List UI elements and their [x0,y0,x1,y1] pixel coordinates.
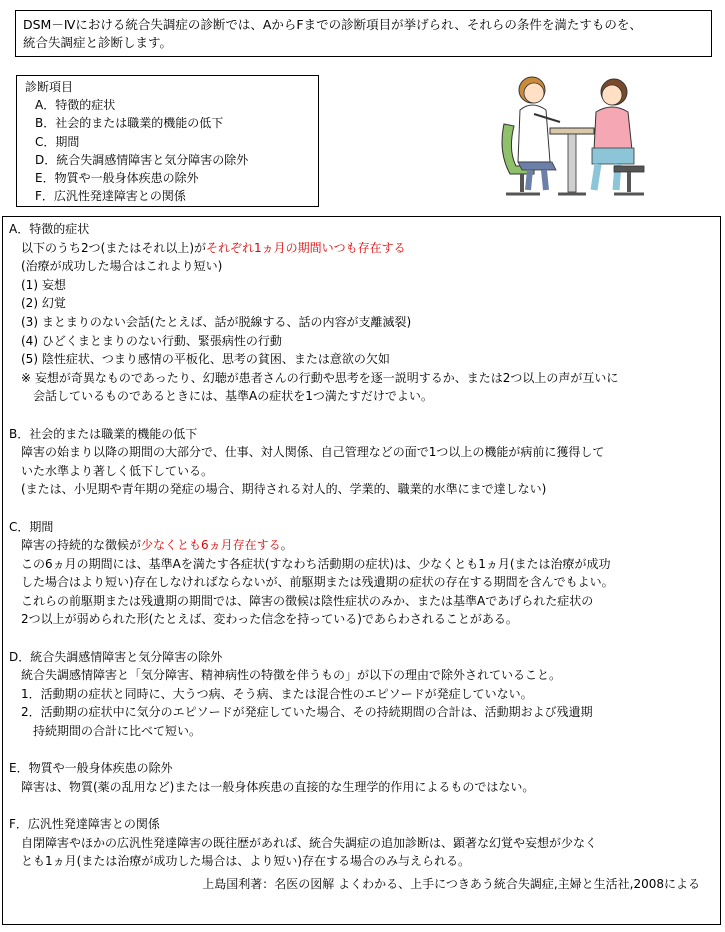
section-a-note-2: 会話しているものであるときには、基準Aの症状を1つ満たすだけでよい。 [33,389,433,404]
section-d-line-1: 統合失調感情障害と「気分障害、精神病性の特徴を伴うもの」が以下の理由で除外されていること。 [21,668,562,683]
section-c-line-3: した場合はより短い)存在しなければならないが、前駆期または残遺期の症状の存在する期間を含んでもよい。 [21,575,614,590]
section-a-title: A．特徴的症状 [9,222,90,236]
section-c-line-1 [21,536,714,555]
item-e: E．物質や一般身体疾患の除外 [35,171,199,186]
section-a-line-1-text: 以下のうち2つ(またはそれ以上)が [21,240,206,255]
diagnosis-items-box [16,75,319,207]
section-b-line-3: (または、小児期や青年期の発症の場合、期待される対人的、学業的、職業的水準にまで達しない) [21,482,547,497]
item-d: D．統合失調感情障害と気分障害の除外 [35,152,249,167]
section-c-line-4: これらの前駆期または残遺期の期間では、障害の徴候は陰性症状のみか、または基準Aであげられた症状の [21,593,594,608]
section-b-line-2: いた水準より著しく低下している。 [21,463,214,478]
section-a-line-1 [21,239,714,258]
criteria-box [2,216,721,925]
section-c-highlight: 少なくとも6ヵ月存在する [141,538,281,553]
section-a-item-5: (5) 陰性症状、つまり感情の平板化、思考の貧困、または意欲の欠如 [21,352,390,367]
section-d-line-4: 持続期間の合計に比べて短い。 [33,724,202,739]
section-a-item-1: (1) 妄想 [21,277,66,292]
section-a-item-4: (4) ひどくまとまりのない行動、緊張病性の行動 [21,333,282,348]
citation: 上島国利著：名医の図解 よくわかる、上手につきあう統合失調症,主婦と生活社,2008による [202,876,700,891]
section-a-highlight: それぞれ1ヵ月の期間いつも存在する [206,240,406,255]
section-f-line-1: 自閉障害やほかの広汎性発達障害の既往歴があれば、統合失調症の追加診断は、顕著な幻覚や妄想が少なく [21,835,598,850]
section-c-title: C．期間 [9,519,54,534]
doctor-patient-illustration [494,62,654,202]
section-b-title: B．社会的または職業的機能の低下 [9,426,198,441]
intro-box [15,10,712,57]
item-b: B．社会的または職業的機能の低下 [35,116,224,131]
intro-line-1: DSM－Ⅳにおける統合失調症の診断では、AからFまでの診断項目が挙げられ、それらの条件を満たすものを、 [23,17,642,32]
section-c-line-1-end: 。 [280,538,293,553]
section-d-line-2: 1．活動期の症状と同時に、大うつ病、そう病、または混合性のエピソードが発症していない。 [21,686,533,701]
item-a: A．特徴的症状 [35,98,116,113]
section-e-title: E．物質や一般身体疾患の除外 [9,761,173,776]
section-c-line-2: この6ヵ月の期間には、基準Aを満たす各症状(すなわち活動期の症状)は、少なくとも1ヵ月(または治療が成功 [21,556,611,571]
section-a-item-3: (3) まとまりのない会話(たとえば、話が脱線する、話の内容が支離滅裂) [21,314,412,329]
section-d-title: D．統合失調感情障害と気分障害の除外 [9,649,223,664]
section-d-line-3: 2．活動期の症状中に気分のエピソードが発症していた場合、その持続期間の合計は、活動期および残遺期 [21,705,593,720]
section-a-item-2: (2) 幻覚 [21,296,66,311]
section-b-line-1: 障害の始まり以降の期間の大部分で、仕事、対人関係、自己管理などの面で1つ以上の機能が病前に獲得して [21,445,605,460]
section-a-line-2: (治療が成功した場合はこれより短い) [21,259,223,274]
section-c-line-1-text: 障害の持続的な徴候が [21,538,142,553]
section-c-line-5: 2つ以上が弱められた形(たとえば、変わった信念を持っている)であらわされることがある。 [21,612,518,627]
section-f-line-2: とも1ヵ月(または治療が成功した場合は、より短い)存在する場合のみ与えられる。 [21,854,471,869]
item-c: C．期間 [35,134,80,149]
section-f-title: F．広汎性発達障害との関係 [9,817,160,831]
items-title: 診断項目 [25,80,74,94]
section-e-line-1: 障害は、物質(薬の乱用など)または一般身体疾患の直接的な生理学的作用によるものではない。 [21,779,535,794]
intro-line-2: 統合失調症と診断します。 [23,35,173,50]
item-f: F．広汎性発達障害との関係 [35,189,186,204]
section-a-note-1: ※ 妄想が奇異なものであったり、幻聴が患者さんの行動や思考を逐一説明するか、または2つ以上の声が互いに [21,370,619,385]
